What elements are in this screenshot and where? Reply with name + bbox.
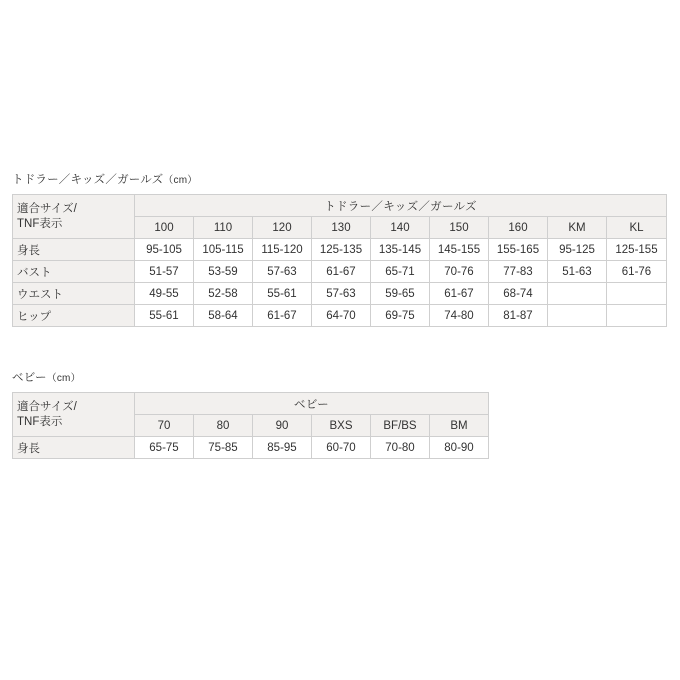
table-cell-empty <box>548 305 607 327</box>
table-cell: 61-67 <box>253 305 312 327</box>
row-label: ヒップ <box>13 305 135 327</box>
column-header: 90 <box>253 415 312 437</box>
table-cell: 61-67 <box>430 283 489 305</box>
table-cell: 65-71 <box>371 261 430 283</box>
table-cell: 61-76 <box>607 261 667 283</box>
table-cell: 51-63 <box>548 261 607 283</box>
table-cell: 57-63 <box>253 261 312 283</box>
table-cell: 115-120 <box>253 239 312 261</box>
table-cell: 125-135 <box>312 239 371 261</box>
table-cell: 145-155 <box>430 239 489 261</box>
column-header: 130 <box>312 217 371 239</box>
table-row <box>13 283 667 305</box>
column-header: BM <box>430 415 489 437</box>
table-row <box>13 261 667 283</box>
table-cell: 69-75 <box>371 305 430 327</box>
table-cell: 155-165 <box>489 239 548 261</box>
row-label: 身長 <box>13 437 135 459</box>
table-cell: 68-74 <box>489 283 548 305</box>
table-cell: 85-95 <box>253 437 312 459</box>
row-label: ウエスト <box>13 283 135 305</box>
corner-label-line2: TNF表示 <box>17 217 63 230</box>
table-cell: 80-90 <box>430 437 489 459</box>
table-caption-kids <box>12 172 668 189</box>
table-row-corner-group <box>13 393 489 415</box>
column-header: 110 <box>194 217 253 239</box>
group-header-cell: トドラー／キッズ／ガールズ <box>135 195 667 217</box>
table-cell: 95-125 <box>548 239 607 261</box>
caption-text: ベビー <box>12 372 47 384</box>
table-caption-baby <box>12 370 668 387</box>
table-cell: 81-87 <box>489 305 548 327</box>
column-header: BXS <box>312 415 371 437</box>
size-table-block-kids <box>12 172 668 327</box>
table-row <box>13 239 667 261</box>
corner-label-cell <box>13 195 135 239</box>
table-cell: 55-61 <box>253 283 312 305</box>
column-header: KL <box>607 217 667 239</box>
table-cell: 65-75 <box>135 437 194 459</box>
caption-unit: （cm） <box>163 175 198 186</box>
table-cell-empty <box>607 283 667 305</box>
table-cell: 58-64 <box>194 305 253 327</box>
size-table-block-baby <box>12 370 668 459</box>
column-header: KM <box>548 217 607 239</box>
group-header-cell: ベビー <box>135 393 489 415</box>
caption-unit: （cm） <box>46 373 81 384</box>
column-header: 100 <box>135 217 194 239</box>
table-cell: 70-76 <box>430 261 489 283</box>
table-cell: 52-58 <box>194 283 253 305</box>
column-header: 120 <box>253 217 312 239</box>
table-cell: 55-61 <box>135 305 194 327</box>
table-cell: 64-70 <box>312 305 371 327</box>
table-cell: 70-80 <box>371 437 430 459</box>
table-row <box>13 305 667 327</box>
column-header: 80 <box>194 415 253 437</box>
table-cell: 61-67 <box>312 261 371 283</box>
table-cell: 51-57 <box>135 261 194 283</box>
table-cell: 60-70 <box>312 437 371 459</box>
column-header: 160 <box>489 217 548 239</box>
column-header: 150 <box>430 217 489 239</box>
column-header: 140 <box>371 217 430 239</box>
table-cell: 74-80 <box>430 305 489 327</box>
table-cell: 135-145 <box>371 239 430 261</box>
corner-label-cell <box>13 393 135 437</box>
baby-size-table <box>12 392 489 459</box>
corner-label-line2: TNF表示 <box>17 415 63 428</box>
kids-size-table <box>12 194 667 327</box>
table-cell: 59-65 <box>371 283 430 305</box>
row-label: 身長 <box>13 239 135 261</box>
table-cell: 125-155 <box>607 239 667 261</box>
table-cell: 77-83 <box>489 261 548 283</box>
table-cell: 57-63 <box>312 283 371 305</box>
table-row-corner-group <box>13 195 667 217</box>
table-cell: 95-105 <box>135 239 194 261</box>
caption-text: トドラー／キッズ／ガールズ <box>12 174 164 186</box>
row-label: バスト <box>13 261 135 283</box>
table-cell: 53-59 <box>194 261 253 283</box>
corner-label-line1: 適合サイズ/ <box>17 400 77 413</box>
table-row <box>13 437 489 459</box>
column-header: 70 <box>135 415 194 437</box>
table-cell: 75-85 <box>194 437 253 459</box>
table-cell: 49-55 <box>135 283 194 305</box>
table-cell-empty <box>607 305 667 327</box>
table-cell-empty <box>548 283 607 305</box>
column-header: BF/BS <box>371 415 430 437</box>
corner-label-line1: 適合サイズ/ <box>17 202 77 215</box>
table-cell: 105-115 <box>194 239 253 261</box>
